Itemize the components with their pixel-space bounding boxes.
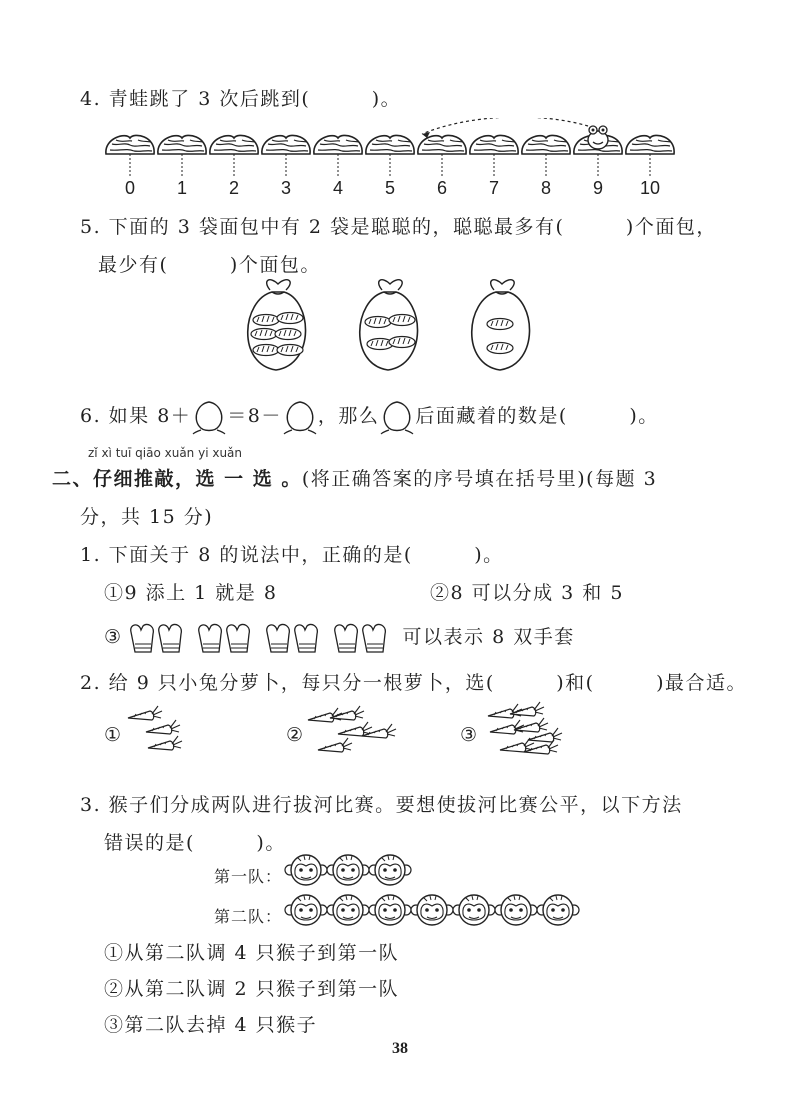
glove-pair-3 [266, 624, 317, 652]
q4-text: 4. 青蛙跳了 3 次后跳到( )。 [80, 88, 402, 110]
s2q1-option-3 [104, 618, 575, 658]
monkey-icon [537, 895, 579, 925]
carrot-option-1-label: ① [104, 724, 123, 746]
s2q3-option-1: ①从第二队调 4 只猴子到第一队 [104, 942, 400, 964]
q5-line2: 最少有( )个面包。 [98, 254, 321, 276]
number-label: 5 [384, 178, 395, 198]
monkey-icon [369, 855, 411, 885]
lily-pad-1 [158, 135, 206, 154]
monkey-teams [280, 852, 600, 932]
frog-icon [588, 126, 608, 149]
carrot-group-3 [488, 702, 562, 754]
bag-3 [472, 280, 530, 370]
q5-line1: 5. 下面的 3 袋面包中有 2 袋是聪聪的，聪聪最多有( )个面包， [80, 216, 717, 238]
monkey-icon [327, 895, 369, 925]
s2q1-option-3-text: 可以表示 8 双手套 [402, 626, 575, 648]
monkey-icon [369, 895, 411, 925]
number-label: 10 [639, 178, 661, 198]
number-label: 8 [540, 178, 551, 198]
peach-icon [379, 398, 415, 436]
section2-header [52, 464, 657, 491]
lily-pad-row [100, 118, 680, 178]
bread-bags [240, 278, 570, 378]
monkey-icon [285, 895, 327, 925]
q6-prefix: 6. 如果 8＋ [80, 405, 192, 427]
bag-2 [360, 280, 418, 370]
monkey-icon [411, 895, 453, 925]
tick-lines [130, 154, 650, 176]
number-label: 9 [592, 178, 603, 198]
page-number: 38 [392, 1040, 408, 1057]
lily-pad-8 [522, 135, 570, 154]
number-label: 3 [280, 178, 291, 198]
section2-title: 二、仔细推敲，选 一 选 。 [52, 468, 302, 490]
number-label: 6 [436, 178, 447, 198]
glove-pair-1 [130, 624, 181, 652]
monkey-icon [285, 855, 327, 885]
s2q3-line1: 3. 猴子们分成两队进行拔河比赛。要想使拔河比赛公平，以下方法 [80, 794, 683, 816]
number-label: 0 [124, 178, 135, 198]
lily-pad-10 [626, 135, 674, 154]
section2-pinyin: zǐ xì tuī qiāo xuǎn yi xuǎn [88, 446, 243, 460]
number-label: 1 [176, 178, 187, 198]
peach-icon [282, 398, 318, 436]
q6-mid2: ，那么 [317, 405, 380, 427]
lily-pad-7 [470, 135, 518, 154]
peach-icon [191, 398, 227, 436]
s2q2-stem: 2. 给 9 只小兔分萝卜，每只分一根萝卜，选( )和( )最合适。 [80, 672, 747, 694]
lily-pad-2 [210, 135, 258, 154]
q6-line [80, 398, 659, 436]
lily-pad-4 [314, 135, 362, 154]
team2-monkeys [285, 895, 579, 925]
s2q3-line2: 错误的是( )。 [104, 832, 286, 854]
carrot-group-1 [128, 706, 182, 750]
lily-pad-6 [418, 135, 466, 154]
glove-pair-2 [198, 624, 249, 652]
s2q1-option-1: ①9 添上 1 就是 8 [104, 582, 278, 604]
carrot-option-2-label: ② [286, 724, 305, 746]
s2q3-option-2: ②从第二队调 2 只猴子到第一队 [104, 978, 400, 1000]
team2-label: 第二队： [214, 907, 283, 926]
number-label: 2 [228, 178, 239, 198]
carrot-group-2 [308, 706, 396, 752]
monkey-icon [495, 895, 537, 925]
lily-pad-3 [262, 135, 310, 154]
gloves-illustration [123, 618, 403, 658]
bag-1 [248, 280, 306, 370]
lily-pad-5 [366, 135, 414, 154]
section2-note-line2: 分，共 15 分) [80, 506, 214, 528]
carrot-option-3-label: ③ [460, 724, 479, 746]
q6-mid1: ＝8－ [227, 405, 282, 427]
lily-pad-0 [106, 135, 154, 154]
number-label: 4 [332, 178, 343, 198]
monkey-icon [453, 895, 495, 925]
q6-suffix: 后面藏着的数是( )。 [415, 405, 659, 427]
s2q1-option-2: ②8 可以分成 3 和 5 [430, 582, 624, 604]
jump-arc [422, 118, 588, 134]
s2q1-option-3-label: ③ [104, 626, 123, 648]
glove-pair-4 [334, 624, 385, 652]
number-label: 7 [488, 178, 499, 198]
team1-monkeys [285, 855, 411, 885]
team1-label: 第一队： [214, 867, 283, 886]
s2q1-stem: 1. 下面关于 8 的说法中，正确的是( )。 [80, 544, 504, 566]
s2q3-option-3: ③第二队去掉 4 只猴子 [104, 1014, 318, 1036]
monkey-icon [327, 855, 369, 885]
section2-note: (将正确答案的序号填在括号里)(每题 3 [301, 468, 658, 490]
